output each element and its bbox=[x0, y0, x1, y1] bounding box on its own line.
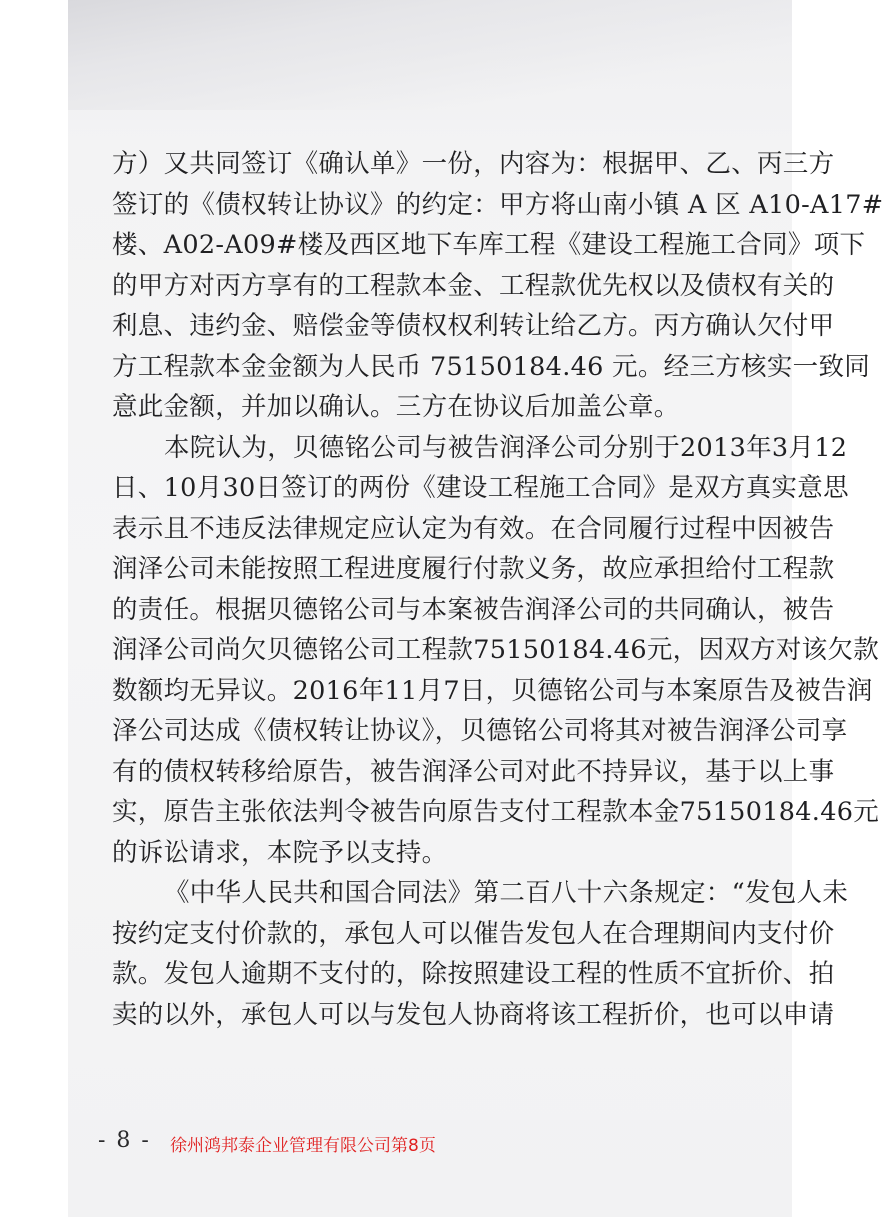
text-line: 方工程款本金金额为人民币 75150184.46 元。经三方核实一致同 bbox=[112, 351, 871, 382]
text-line: 数额均无异议。2016年11月7日，贝德铭公司与本案原告及被告润 bbox=[112, 675, 873, 706]
text-line: 日、10月30日签订的两份《建设工程施工合同》是双方真实意思 bbox=[112, 473, 849, 503]
photographed-paper bbox=[68, 0, 883, 1217]
text-line: 卖的以外，承包人可以与发包人协商将该工程折价，也可以申请 bbox=[112, 999, 835, 1030]
text-line: 方）又共同签订《确认单》一份，内容为：根据甲、乙、丙三方 bbox=[112, 149, 835, 179]
text-line: 的诉讼请求，本院予以支持。 bbox=[112, 837, 448, 868]
text-line: 本院认为，贝德铭公司与被告润泽公司分别于2013年3月12 bbox=[164, 432, 848, 463]
text-line: 意此金额，并加以确认。三方在协议后加盖公章。 bbox=[112, 392, 680, 422]
text-line: 《中华人民共和国合同法》第二百八十六条规定：“发包人未 bbox=[164, 878, 849, 908]
page-number: - 8 - bbox=[98, 1128, 151, 1153]
text-line: 润泽公司尚欠贝德铭公司工程款75150184.46元，因双方对该欠款 bbox=[112, 635, 880, 665]
company-page-label: 徐州鸿邦泰企业管理有限公司第8页 bbox=[170, 1136, 436, 1156]
text-line: 的甲方对丙方享有的工程款本金、工程款优先权以及债权有关的 bbox=[112, 270, 835, 301]
text-line: 利息、违约金、赔偿金等债权权利转让给乙方。丙方确认欠付甲 bbox=[112, 311, 835, 341]
text-line: 表示且不违反法律规定应认定为有效。在合同履行过程中因被告 bbox=[112, 513, 835, 544]
text-line: 泽公司达成《债权转让协议》，贝德铭公司将其对被告润泽公司享 bbox=[112, 716, 848, 746]
text-line: 楼、A02-A09#楼及西区地下车库工程《建设工程施工合同》项下 bbox=[112, 230, 866, 260]
judgment-text bbox=[112, 144, 883, 1035]
text-line: 按约定支付价款的，承包人可以催告发包人在合理期间内支付价 bbox=[112, 918, 835, 949]
text-line: 签订的《债权转让协议》的约定：甲方将山南小镇 A 区 A10-A17# bbox=[112, 189, 883, 220]
text-line: 有的债权转移给原告，被告润泽公司对此不持异议，基于以上事 bbox=[112, 756, 835, 787]
text-line: 的责任。根据贝德铭公司与本案被告润泽公司的共同确认，被告 bbox=[112, 594, 835, 625]
paper-shadow bbox=[68, 0, 792, 110]
text-line: 润泽公司未能按照工程进度履行付款义务，故应承担给付工程款 bbox=[112, 554, 835, 584]
text-line: 实，原告主张依法判令被告向原告支付工程款本金75150184.46元 bbox=[112, 797, 880, 827]
text-line: 款。发包人逾期不支付的，除按照建设工程的性质不宜折价、拍 bbox=[112, 959, 835, 989]
